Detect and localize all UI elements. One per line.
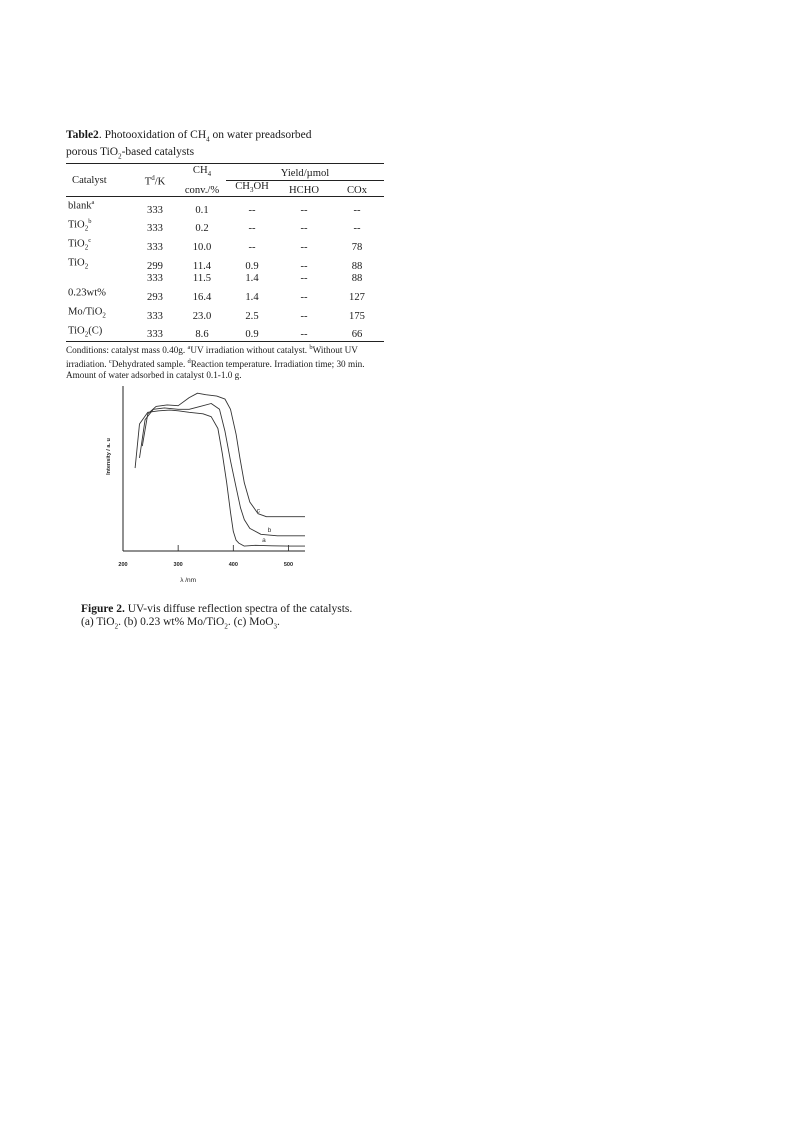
col-conv-header: conv./% (184, 184, 220, 196)
chart-labels (257, 508, 272, 544)
chart-series (135, 393, 305, 546)
series-label-c: c (256, 507, 261, 515)
cell-cox: -- (353, 204, 361, 216)
y-axis-label: Intensity / a. u (106, 438, 112, 475)
cell-catalyst: TiO$_2^b$ (68, 217, 92, 233)
cell-cox: 66 (330, 322, 384, 341)
table-row (66, 216, 384, 235)
cell-conv: 10.0 (192, 242, 212, 254)
cell-conv: 23.0 (192, 310, 212, 322)
cell-cox: -- (353, 223, 361, 235)
table-caption: Table2. Photooxidation of $CH_4$ on water preadsorbed porous TiO$_2$-based catalysts (66, 129, 312, 161)
x-tick-label: 400 (228, 562, 238, 568)
series-line-a (135, 410, 305, 546)
table-row (66, 322, 384, 341)
cell-catalyst: TiO$_2^c$ (68, 236, 92, 252)
x-tick-label: 200 (118, 562, 128, 568)
figure-label: Figure 2. (81, 603, 125, 615)
uv-vis-chart (90, 378, 390, 618)
cell-cox: 88 (351, 261, 363, 273)
cell-ch3oh: 1.4 (245, 291, 259, 303)
col-temp-header: $T^d/K$ (144, 173, 166, 188)
cell-hcho: -- (300, 204, 308, 216)
series-line-c (142, 393, 305, 517)
cell-cox: 88 (351, 272, 363, 284)
series-label-b: b (267, 526, 272, 534)
cell-temp: 333 (147, 204, 163, 216)
table-row (66, 303, 384, 322)
cell-cox: 175 (349, 310, 365, 322)
cell-temp: 333 (147, 272, 163, 284)
cell-conv: 0.1 (195, 204, 209, 216)
col-hcho-header: HCHO (288, 184, 320, 196)
table-2 (66, 129, 384, 381)
cell-cox: 78 (351, 242, 363, 254)
x-tick-label: 300 (173, 562, 183, 568)
cell-catalyst: blank$^a$ (68, 198, 95, 212)
cell-hcho: -- (300, 223, 308, 235)
col-ch3oh-header: $CH_3OH$ (235, 180, 269, 194)
cell-cox: 127 (349, 291, 365, 303)
cell-catalyst (66, 273, 132, 284)
table-row (66, 235, 384, 254)
cell-temp: 333 (147, 223, 163, 235)
figure-caption: Figure 2. UV-vis diffuse reflection spectra of the catalysts. (a) TiO$_2$. (b) 0.23 wt% Mo/TiO$_2$. (c) MoO$_3$. (81, 603, 353, 631)
table-row (66, 254, 384, 273)
cell-catalyst: TiO$_2$ (68, 257, 89, 271)
cell-temp: 293 (147, 291, 163, 303)
figure-2-chart (90, 378, 390, 618)
data-table (66, 164, 384, 342)
table-body (66, 196, 384, 341)
cell-hcho: -- (278, 322, 330, 341)
series-line-b (140, 404, 306, 536)
cell-hcho: -- (300, 261, 308, 273)
table-notes: Conditions: catalyst mass 0.40g. $^a$UV irradiation without catalyst. $^b$Without UV irradiation. $^c$Dehydrated sample. $^d$Reaction temperature. Irradiation time; 30 min. Amount of water adsorbed in catalyst 0.1-1.0 g. (66, 343, 365, 380)
x-tick-label: 500 (283, 562, 294, 568)
table-row (66, 273, 384, 284)
cell-hcho: -- (300, 310, 308, 322)
cell-conv: 8.6 (178, 322, 226, 341)
col-catalyst-header: Catalyst (72, 174, 107, 186)
cell-conv: 0.2 (195, 223, 209, 235)
series-label-a: a (262, 536, 266, 544)
cell-temp: 299 (147, 261, 163, 273)
cell-catalyst: TiO$_2$(C) (66, 322, 132, 341)
cell-ch3oh: 1.4 (245, 272, 259, 284)
table-row (66, 196, 384, 215)
cell-ch3oh: -- (248, 204, 256, 216)
cell-ch3oh: 2.5 (245, 310, 259, 322)
col-cox-header: COx (346, 184, 367, 196)
cell-ch3oh: -- (248, 242, 256, 254)
col-ch4-header: $CH_4$ (192, 164, 212, 178)
cell-conv: 11.4 (192, 261, 212, 273)
cell-temp: 333 (132, 322, 178, 341)
cell-temp: 333 (147, 242, 163, 254)
cell-hcho: -- (300, 242, 308, 254)
cell-temp: 333 (147, 310, 163, 322)
cell-catalyst: Mo/TiO$_2$ (68, 306, 106, 320)
cell-hcho: -- (300, 272, 308, 284)
cell-ch3oh: 0.9 (245, 261, 259, 273)
table-row (66, 284, 384, 303)
chart-axes (106, 386, 305, 584)
cell-catalyst: 0.23wt% (68, 287, 106, 299)
cell-ch3oh: 0.9 (226, 322, 278, 341)
cell-conv: 16.4 (192, 291, 212, 303)
table-label: Table2 (66, 129, 99, 141)
cell-ch3oh: -- (248, 223, 256, 235)
col-yield-header: Yield/µmol (226, 164, 384, 180)
x-axis-label: λ /nm (180, 577, 197, 584)
cell-hcho: -- (300, 291, 308, 303)
cell-conv: 11.5 (192, 272, 212, 284)
